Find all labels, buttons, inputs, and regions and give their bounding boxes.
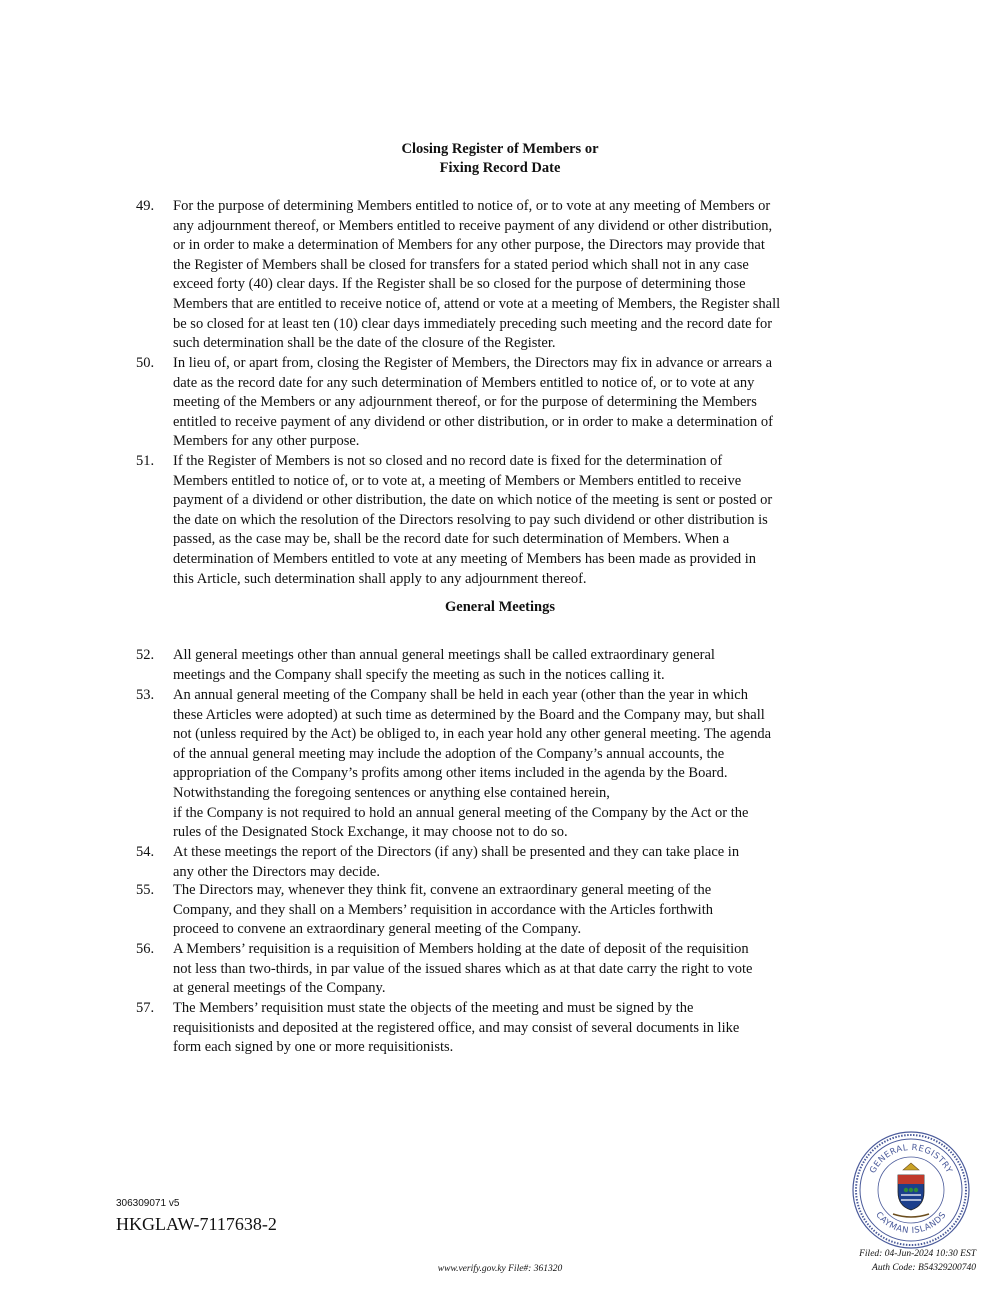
filing-info (859, 1247, 976, 1275)
article-57 (136, 999, 864, 1058)
article-number: 49. (136, 198, 155, 214)
filed-date: Filed: 04-Jun-2024 10:30 EST (859, 1249, 976, 1259)
article-number: 51. (136, 453, 155, 469)
article-number: 54. (136, 844, 155, 860)
article-53 (136, 686, 864, 843)
article-text: All general meetings other than annual general meetings shall be called extraordinary general meetings and the Company shall specify the meeting as such in the notices calling it. (173, 647, 715, 683)
auth-code: Auth Code: B54329200740 (872, 1263, 976, 1273)
article-text: If the Register of Members is not so closed and no record date is fixed for the determination of Members entitled to notice of, or to vote at, a meeting of Members or Members entitled to receive payment of a dividend or other distribution, the date on which notice of the meeting is sent or posted or the date on which the resolution of the Directors resolving to pay such dividend or other distribution is passed, as the case may be, shall be the record date for such determination of Members. When a determination of Members entitled to vote at any meeting of Members has been made as provided in this Article, such determination shall apply to any adjournment thereof. (173, 453, 773, 587)
article-55 (136, 881, 864, 940)
article-51 (136, 452, 864, 589)
document-version: 306309071 v5 (116, 1198, 180, 1209)
article-text: The Members’ requisition must state the objects of the meeting and must be signed by the requisitionists and deposited at the registered office, and may consist of several documents in like form each signed by one or more requisitionists. (173, 1000, 740, 1056)
article-52 (136, 646, 864, 685)
article-text: At these meetings the report of the Directors (if any) shall be presented and they can take place in any other the Directors may decide. (173, 844, 740, 880)
article-number: 53. (136, 687, 155, 703)
article-text: A Members’ requisition is a requisition of Members holding at the date of deposit of the requisition not less than two-thirds, in par value of the issued shares which as at that date carry the right to vote at general meetings of the Company. (173, 941, 753, 997)
article-54 (136, 843, 864, 882)
document-id: HKGLAW-7117638-2 (116, 1214, 277, 1234)
article-text: An annual general meeting of the Company shall be held in each year (other than the year in which these Articles were adopted) at such time as determined by the Board and the Company may, but shall not (unless required by the Act) be obliged to, in each year hold any other general meeting. The agenda of the annual general meeting may include the adoption of the Company’s annual accounts, the appropriation of the Company’s profits among other items included in the agenda by the Board. Notwithstanding the foregoing sentences or anything else contained herein, if the Company is not required to hold an annual general meeting of the Company by the Act or the rules of the Designated Stock Exchange, it may choose not to do so. (173, 687, 772, 841)
article-number: 52. (136, 647, 155, 663)
article-number: 50. (136, 355, 155, 371)
section-heading-line1: Closing Register of Members or (401, 141, 599, 157)
article-56 (136, 940, 864, 999)
article-text: In lieu of, or apart from, closing the Register of Members, the Directors may fix in advance or arrears a date as the record date for any such determination of Members entitled to notice of, or to vote at any meeting of the Members or any adjournment thereof, or for the purpose of determining the Members entitled to receive payment of any dividend or other distribution, or in order to make a determination of Members for any other purpose. (173, 355, 773, 450)
article-49 (136, 197, 864, 354)
general-meetings-heading: General Meetings (445, 599, 555, 615)
verify-url: www.verify.gov.ky File#: 361320 (437, 1264, 563, 1274)
general-registry-seal (851, 1130, 971, 1250)
article-number: 56. (136, 941, 155, 957)
article-number: 55. (136, 882, 155, 898)
seal-bottom-text: CAYMAN ISLANDS (873, 1210, 949, 1237)
seal-top-text: GENERAL REGISTRY (868, 1142, 954, 1176)
article-text: The Directors may, whenever they think fit, convene an extraordinary general meeting of the Company, and they shall on a Members’ requisition in accordance with the Articles forthwith proceed to convene an extraordinary general meeting of the Company. (173, 882, 713, 938)
article-50 (136, 354, 864, 452)
article-text: For the purpose of determining Members entitled to notice of, or to vote at any meeting of Members or any adjournment thereof, or Members entitled to receive payment of any dividend or other distribution, or in order to make a determination of Members for any other purpose, the Directors may provide that the Register of Members shall be closed for transfers for a stated period which shall not in any case exceed forty (40) clear days. If the Register shall be so closed for the purpose of determining those Members that are entitled to receive notice of, attend or vote at a meeting of Members, the Register shall be so closed for at least ten (10) clear days immediately preceding such meeting and the record date for such determination shall be the date of the closure of the Register. (173, 198, 781, 352)
article-number: 57. (136, 1000, 155, 1016)
section-heading-line2: Fixing Record Date (439, 160, 561, 176)
